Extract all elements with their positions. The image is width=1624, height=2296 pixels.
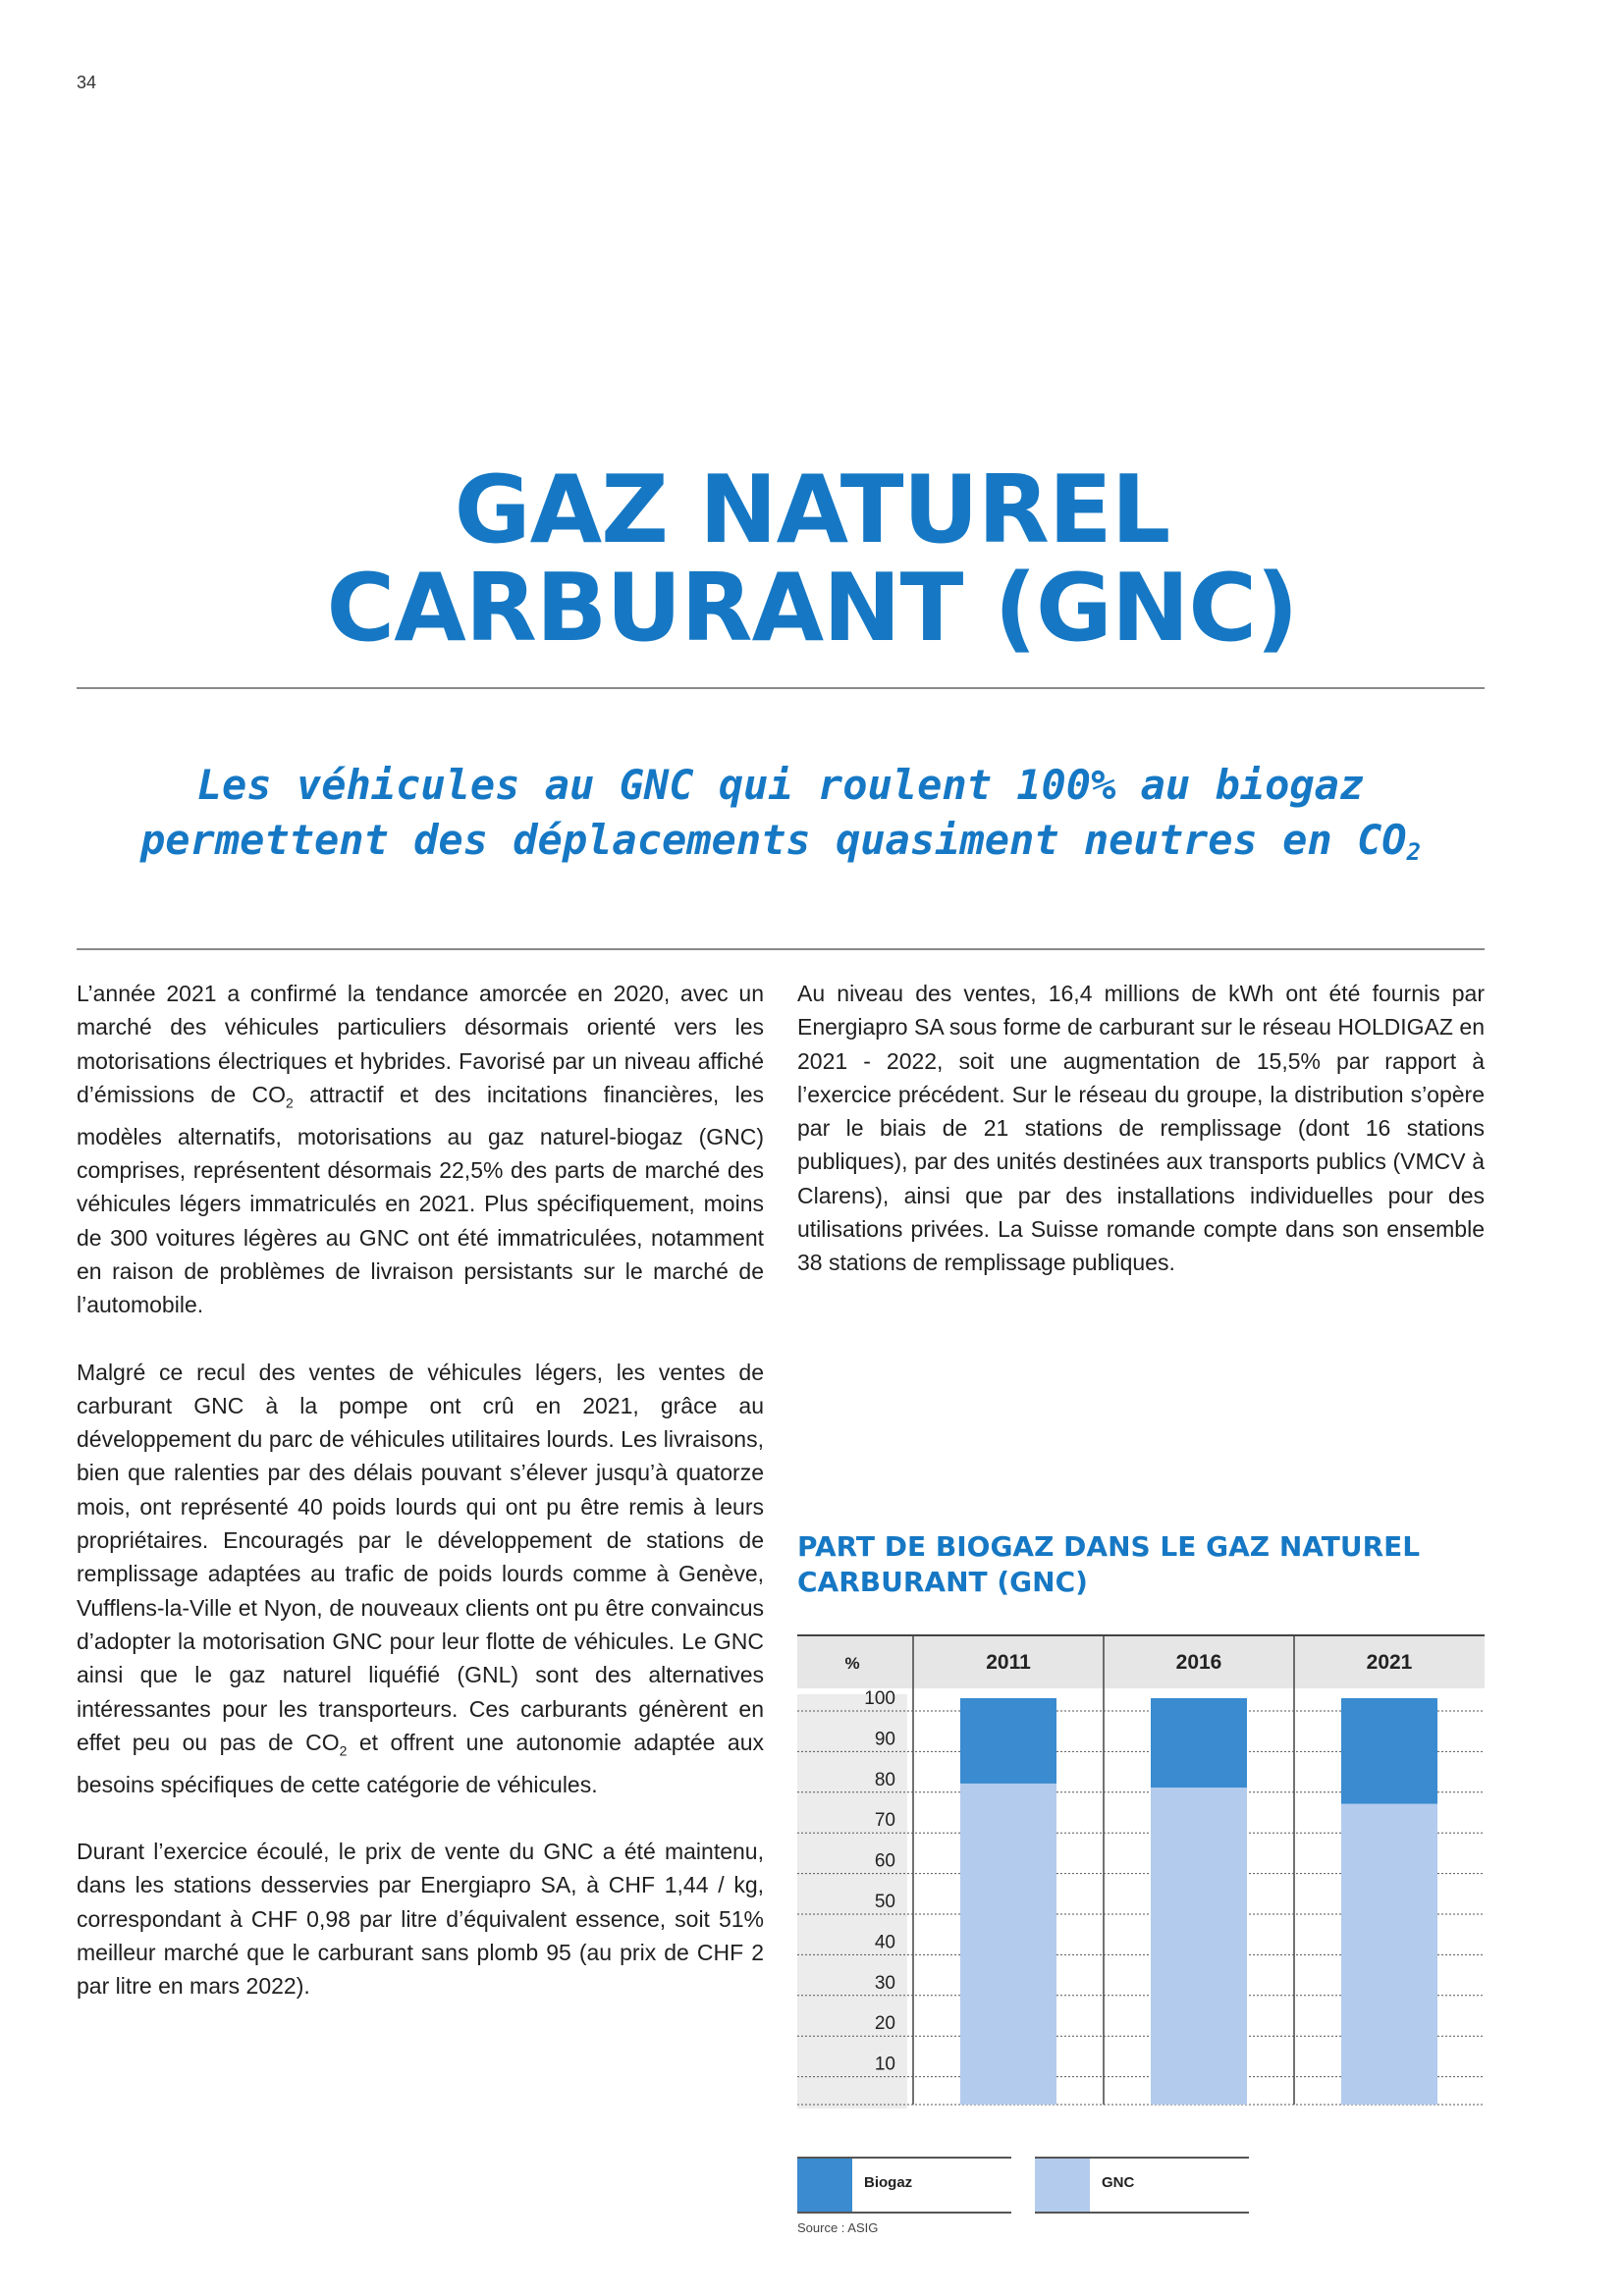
biogaz-share-chart xyxy=(797,1633,1485,2114)
legend-item-biogaz xyxy=(797,2157,1011,2214)
legend-item-gnc xyxy=(1035,2157,1249,2214)
bar-biogaz-2011 xyxy=(960,1698,1056,1784)
legend-swatch-biogaz xyxy=(797,2159,852,2212)
category-label-2011: 2011 xyxy=(986,1651,1031,1674)
bar-gnc-2011 xyxy=(960,1784,1056,2105)
y-tick-label-100: 100 xyxy=(864,1688,895,1709)
subtitle-subscript: 2 xyxy=(1406,838,1422,866)
right-text-column xyxy=(797,977,1485,1313)
paragraph-2-part-b: et offrent une autonomie adaptée aux besoins spécifiques de cette catégorie de véhicules. xyxy=(77,1729,764,1797)
source-note: Source : ASIG xyxy=(797,2220,879,2235)
subtitle-line-1: Les véhicules au GNC qui roulent 100% au biogaz xyxy=(196,761,1365,809)
subtitle-divider xyxy=(77,948,1485,950)
paragraph-1 xyxy=(77,977,764,1322)
y-axis-unit-label: % xyxy=(844,1654,860,1673)
y-tick-label-20: 20 xyxy=(874,2013,895,2035)
legend-label-gnc: GNC xyxy=(1102,2174,1135,2191)
paragraph-2-part-a: Malgré ce recul des ventes de véhicules légers, les ventes de carburant GNC à la pompe ont crû en 2021, grâce au développement du parc de véhicules utilitaires lourds. Les livraisons, bien que ralenties par des délais pouvant s’élever jusqu’à quatorze mois, ont représenté 40 poids lourds qui ont pu être remis à leurs propriétaires. Encouragés par le développement de stations de remplissage adaptées au trafic de poids lourds comme à Genève, Vufflens-la-Ville et Nyon, de nouveaux clients ont pu être convaincus d’adopter la motorisation GNC pour leur flotte de véhicules. Le GNC ainsi que le gaz naturel liquéfié (GNL) sont des alternatives intéressantes pour les transporteurs. Ces carburants génèrent en effet peu ou pas de CO xyxy=(77,1359,764,1755)
bar-biogaz-2021 xyxy=(1341,1698,1437,1804)
legend-label-biogaz: Biogaz xyxy=(864,2174,913,2191)
paragraph-3: Durant l’exercice écoulé, le prix de vente du GNC a été maintenu, dans les stations desservies par Energiapro SA, à CHF 1,44 / kg, correspondant à CHF 0,98 par litre d’équivalent essence, soit 51% meilleur marché que le carburant sans plomb 95 (au prix de CHF 2 par litre en mars 2022). xyxy=(77,1839,764,2000)
category-label-2021: 2021 xyxy=(1366,1651,1413,1674)
y-tick-label-30: 30 xyxy=(874,1972,895,1994)
y-tick-label-80: 80 xyxy=(874,1769,895,1790)
y-tick-label-70: 70 xyxy=(874,1810,895,1832)
subtitle-line-2 xyxy=(77,813,1485,880)
title-line-1: GAZ NATUREL xyxy=(454,456,1170,564)
paragraph-2-subscript: 2 xyxy=(339,1742,348,1759)
y-tick-label-60: 60 xyxy=(874,1850,895,1872)
legend-swatch-gnc xyxy=(1035,2159,1090,2212)
y-tick-label-50: 50 xyxy=(874,1892,895,1912)
bar-gnc-2021 xyxy=(1341,1804,1437,2105)
paragraph-4: Au niveau des ventes, 16,4 millions de kWh ont été fournis par Energiapro SA sous forme de carburant sur le réseau HOLDIGAZ en 2021 - 2022, soit une augmentation de 15,5% par rapport à l’exercice précédent. Sur le réseau du groupe, la distribution s’opère par le biais de 21 stations de remplissage (dont 16 stations publiques), par des unités destinées aux transports publics (VMCV à Clarens), ainsi que par des installations individuelles pour des utilisations privées. La Suisse romande compte dans son ensemble 38 stations de remplissage publiques. xyxy=(797,981,1485,1276)
paragraph-1-part-a: L’année 2021 a confirmé la tendance amorcée en 2020, avec un marché des véhicules particuliers désormais orienté vers les motorisations électriques et hybrides. Favorisé par un niveau affiché d’émissions de CO xyxy=(77,981,764,1107)
y-tick-label-10: 10 xyxy=(874,2054,895,2075)
bar-biogaz-2016 xyxy=(1151,1698,1247,1788)
page-subtitle xyxy=(77,758,1485,880)
title-line-2: CARBURANT (GNC) xyxy=(326,555,1298,663)
category-label-2016: 2016 xyxy=(1175,1651,1222,1674)
paragraph-1-part-b: attractif et des incitations financières, les modèles alternatifs, motorisations au gaz naturel-biogaz (GNC) comprises, représentent désormais 22,5% des parts de marché des véhicules légers immatriculés en 2021. Plus spécifiquement, moins de 300 voitures légères au GNC ont été immatriculées, notamment en raison de problèmes de livraison persistants sur le marché de l’automobile. xyxy=(77,1081,764,1318)
paragraph-2 xyxy=(77,1356,764,1801)
chart-title: PART DE BIOGAZ DANS LE GAZ NATUREL CARBURANT (GNC) xyxy=(797,1530,1421,1598)
subtitle-line-2-text: permettent des déplacements quasiment neutres en CO xyxy=(139,816,1407,864)
bar-gnc-2016 xyxy=(1151,1788,1247,2105)
title-divider xyxy=(77,687,1485,689)
page-number: 34 xyxy=(77,73,97,92)
left-text-column xyxy=(77,977,764,2037)
page-title xyxy=(0,456,1624,663)
y-tick-label-40: 40 xyxy=(874,1932,895,1953)
y-tick-label-90: 90 xyxy=(874,1729,895,1750)
paragraph-1-subscript: 2 xyxy=(285,1095,294,1111)
